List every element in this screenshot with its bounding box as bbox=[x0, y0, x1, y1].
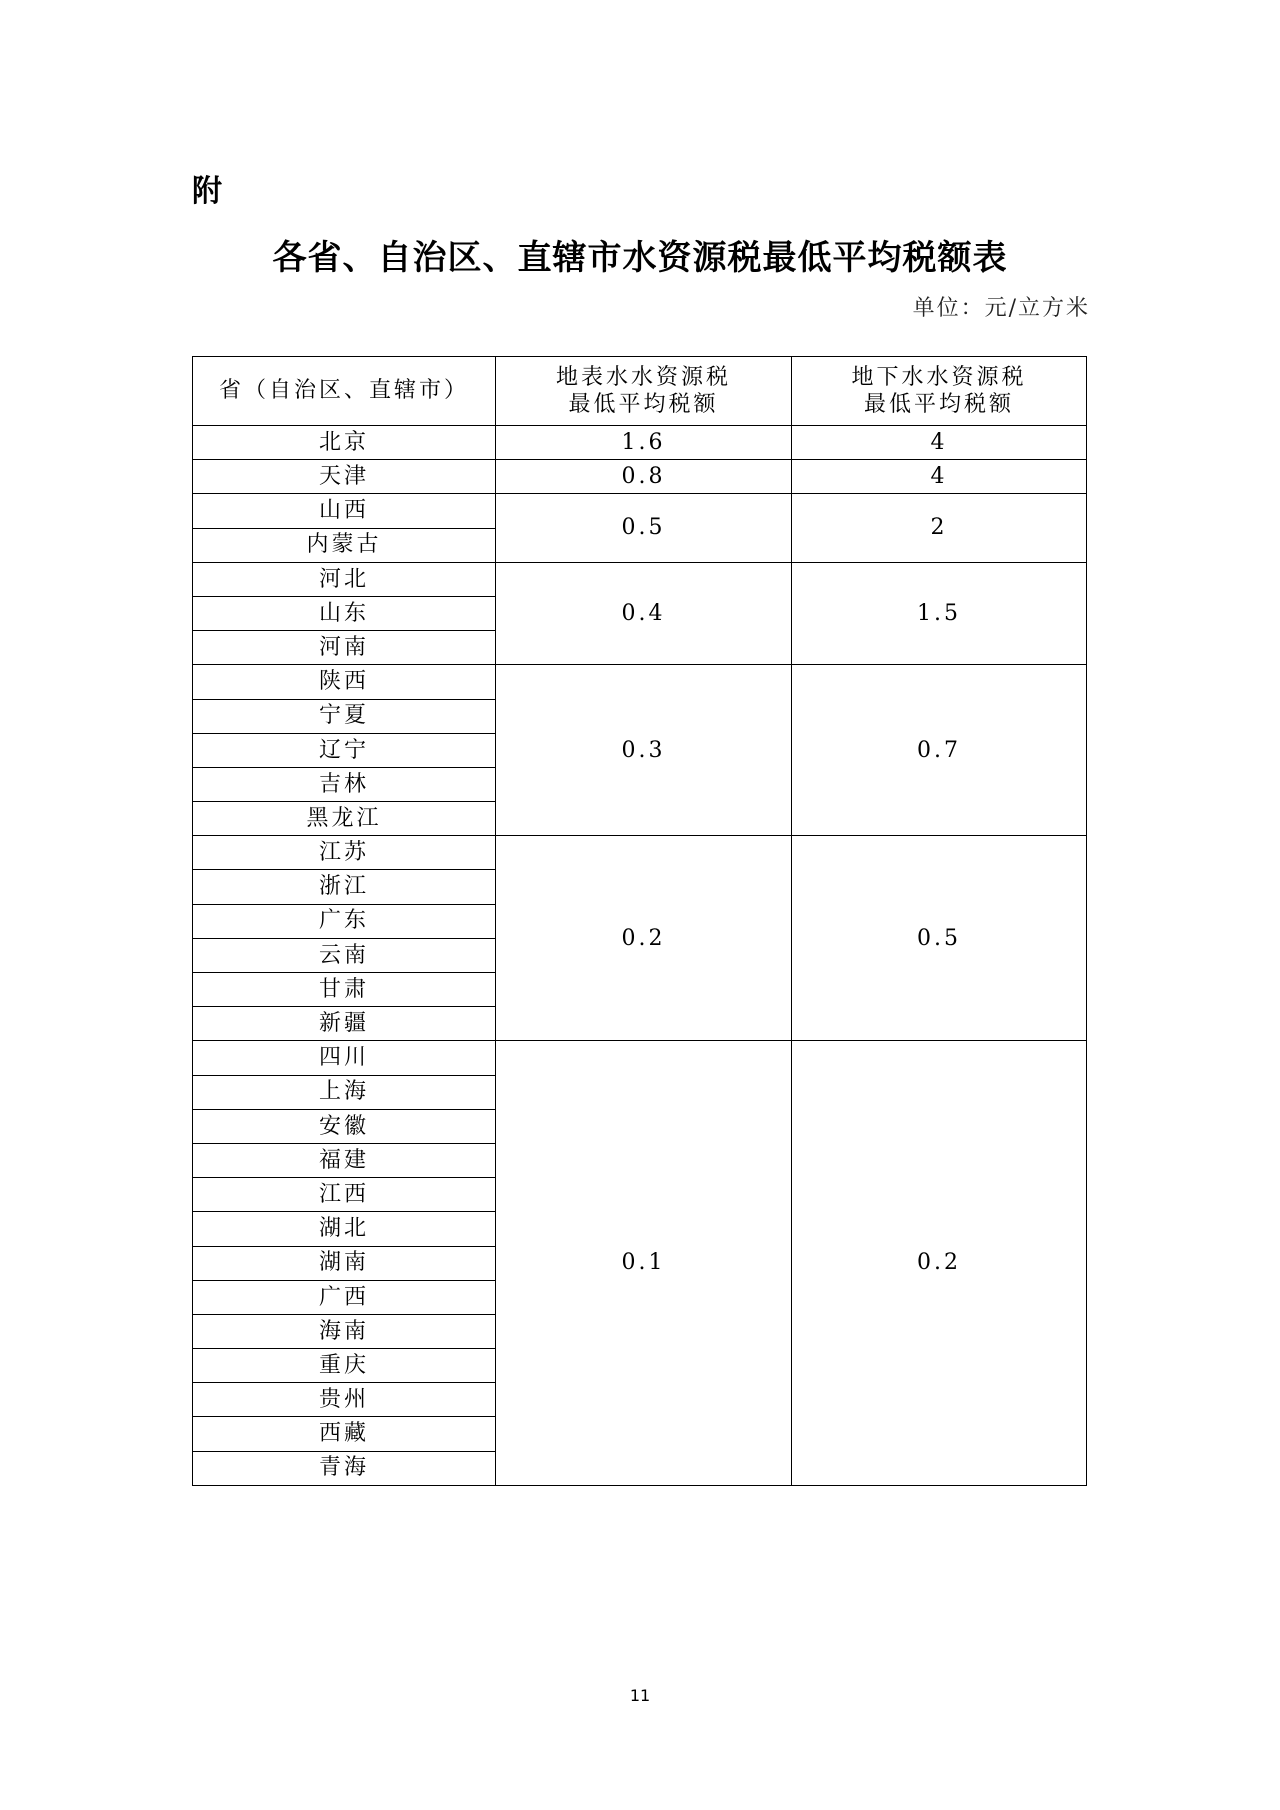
table-row bbox=[193, 1041, 1087, 1075]
table-row bbox=[193, 460, 1087, 494]
province-cell: 山东 bbox=[193, 596, 496, 630]
surface-rate-cell: 0.1 bbox=[496, 1041, 792, 1485]
province-cell: 青海 bbox=[193, 1451, 496, 1485]
ground-rate-cell: 1.5 bbox=[792, 562, 1087, 665]
header-surface-line2: 最低平均税额 bbox=[568, 392, 719, 417]
table-row bbox=[193, 836, 1087, 870]
province-cell: 四川 bbox=[193, 1041, 496, 1075]
page-number: 11 bbox=[629, 1686, 651, 1705]
surface-rate-cell: 0.8 bbox=[496, 460, 792, 494]
province-cell: 西藏 bbox=[193, 1417, 496, 1451]
table-header-row bbox=[193, 357, 1087, 426]
ground-rate-cell: 4 bbox=[792, 426, 1087, 460]
appendix-label: 附 bbox=[192, 174, 222, 209]
table-row bbox=[193, 494, 1087, 528]
province-cell: 湖南 bbox=[193, 1246, 496, 1280]
province-cell: 江苏 bbox=[193, 836, 496, 870]
unit-note: 单位：元/立方米 bbox=[912, 296, 1090, 321]
ground-rate-cell: 0.7 bbox=[792, 665, 1087, 836]
header-ground-line1: 地下水水资源税 bbox=[851, 364, 1027, 390]
surface-rate-cell: 0.3 bbox=[496, 665, 792, 836]
province-cell: 北京 bbox=[193, 426, 496, 460]
province-cell: 新疆 bbox=[193, 1007, 496, 1041]
ground-rate-cell: 0.2 bbox=[792, 1041, 1087, 1485]
province-cell: 广东 bbox=[193, 904, 496, 938]
ground-rate-cell: 2 bbox=[792, 494, 1087, 562]
header-surface-line1: 地表水水资源税 bbox=[555, 364, 731, 390]
province-cell: 浙江 bbox=[193, 870, 496, 904]
surface-rate-cell: 0.5 bbox=[496, 494, 792, 562]
province-cell: 内蒙古 bbox=[193, 528, 496, 562]
province-cell: 吉林 bbox=[193, 767, 496, 801]
ground-rate-cell: 4 bbox=[792, 460, 1087, 494]
province-cell: 湖北 bbox=[193, 1212, 496, 1246]
table-row bbox=[193, 426, 1087, 460]
surface-rate-cell: 1.6 bbox=[496, 426, 792, 460]
province-cell: 重庆 bbox=[193, 1349, 496, 1383]
surface-rate-cell: 0.2 bbox=[496, 836, 792, 1041]
province-cell: 江西 bbox=[193, 1178, 496, 1212]
province-cell: 河北 bbox=[193, 562, 496, 596]
surface-rate-cell: 0.4 bbox=[496, 562, 792, 665]
table-row bbox=[193, 562, 1087, 596]
province-cell: 海南 bbox=[193, 1314, 496, 1348]
header-ground-water bbox=[792, 357, 1087, 426]
province-cell: 天津 bbox=[193, 460, 496, 494]
province-cell: 辽宁 bbox=[193, 733, 496, 767]
document-title: 各省、自治区、直辖市水资源税最低平均税额表 bbox=[272, 238, 1008, 278]
province-cell: 贵州 bbox=[193, 1383, 496, 1417]
ground-rate-cell: 0.5 bbox=[792, 836, 1087, 1041]
header-province: 省（自治区、直辖市） bbox=[193, 357, 496, 426]
table-row bbox=[193, 665, 1087, 699]
province-cell: 云南 bbox=[193, 938, 496, 972]
province-cell: 黑龙江 bbox=[193, 802, 496, 836]
header-ground-line2: 最低平均税额 bbox=[863, 392, 1014, 417]
province-cell: 安徽 bbox=[193, 1109, 496, 1143]
province-cell: 河南 bbox=[193, 631, 496, 665]
province-cell: 上海 bbox=[193, 1075, 496, 1109]
province-cell: 宁夏 bbox=[193, 699, 496, 733]
province-cell: 陕西 bbox=[193, 665, 496, 699]
province-cell: 福建 bbox=[193, 1143, 496, 1177]
province-cell: 广西 bbox=[193, 1280, 496, 1314]
header-surface-water bbox=[496, 357, 792, 426]
tax-rate-table bbox=[192, 356, 1087, 1486]
province-cell: 山西 bbox=[193, 494, 496, 528]
table-body bbox=[193, 426, 1087, 1486]
province-cell: 甘肃 bbox=[193, 973, 496, 1007]
